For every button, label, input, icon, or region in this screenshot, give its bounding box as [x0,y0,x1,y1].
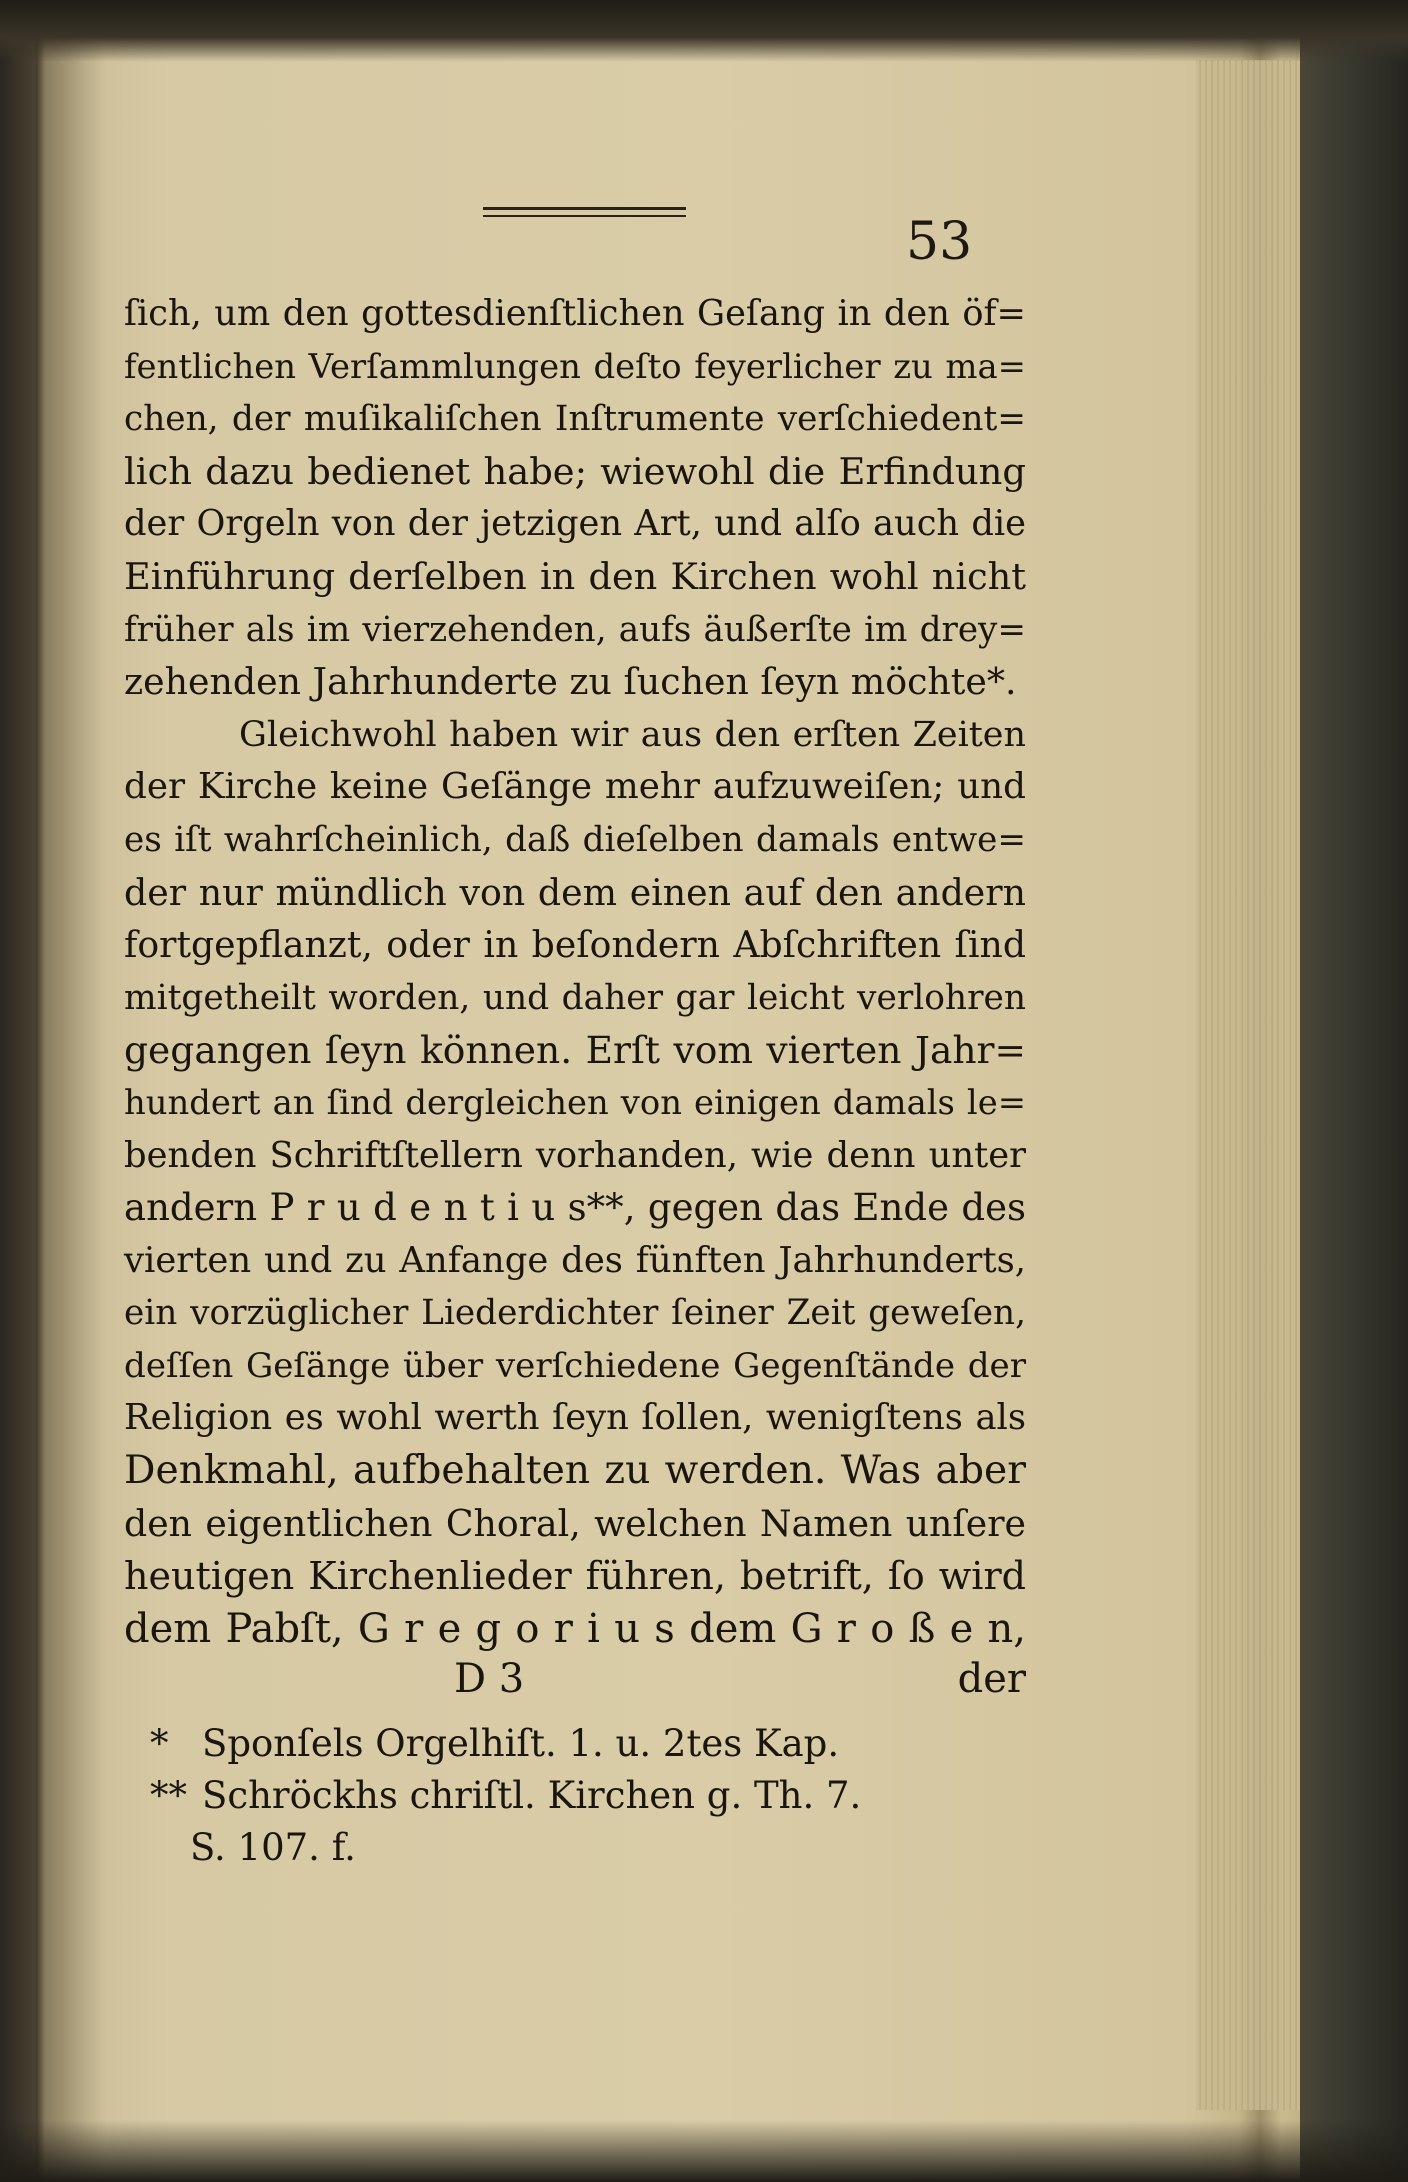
text-line: mitgetheilt worden, und daher gar leicht verlohren [124,977,1026,1018]
page-edges [1196,60,1306,2110]
header-rule [483,207,686,217]
book-spine [0,0,36,2182]
text-line: der Kirche keine Geſänge mehr aufzuweiſen; und [124,766,1026,808]
text-line: heutigen Kirchenlieder führen, betrift, ſo wird [124,1554,1026,1599]
text-line: deſſen Geſänge über verſchiedene Gegenſtände der [124,1345,1026,1386]
text-line: benden Schriftſtellern vorhanden, wie denn unter [124,1134,1026,1176]
text-line: den eigentlichen Choral, welchen Namen unſere [124,1501,1026,1545]
text-line: chen, der muſikaliſchen Inſtrumente verſchiedent= [124,399,1026,440]
text-line: fortgepflanzt, oder in beſondern Abſchriften ſind [124,923,1026,967]
text-line: zehenden Jahrhunderte zu ſuchen ſeyn möchte*. [124,660,1017,704]
text-line: gegangen ſeyn können. Erſt vom vierten Jahr= [124,1028,1026,1073]
footnote-mark: ** [150,1774,187,1817]
cover-edge [1300,0,1408,2182]
gutter-shadow [36,0,106,2182]
text-line: der Orgeln von der jetzigen Art, und alſo auch die [124,503,1026,545]
page-number: 53 [906,212,973,272]
paragraph-2 [124,709,1026,1656]
text-line: Religion es wohl werth ſeyn ſollen, wenigſtens als [124,1397,1026,1439]
signature-mark: D 3 [454,1656,525,1702]
text-line: ein vorzüglicher Liederdichter ſeiner Zeit geweſen, [124,1293,1026,1334]
top-shadow [0,0,1408,62]
footnote-text: S. 107. f. [190,1826,356,1869]
text-line: dem Pabſt, G r e g o r i u s dem G r o ß e n, [124,1605,1026,1652]
footnote-text: Sponſels Orgelhiſt. 1. u. 2tes Kap. [202,1722,840,1765]
text-line: lich dazu bedienet habe; wiewohl die Erfindung [124,449,1026,493]
text-line: fentlichen Verſammlungen deſto feyerlicher zu ma= [124,346,1026,386]
footnote-text: Schröckhs chriſtl. Kirchen g. Th. 7. [202,1774,862,1817]
footnote [150,1718,970,1770]
text-line: hundert an ſind dergleichen von einigen damals le= [124,1082,1026,1122]
body-text [124,288,1026,1655]
footnote-continuation [150,1822,970,1874]
footnote [150,1770,970,1822]
text-line: Denkmahl, aufbehalten zu werden. Was aber [124,1448,1026,1494]
text-line: Einführung derſelben in den Kirchen wohl nicht [124,554,1026,598]
footnotes [150,1718,970,1874]
text-line: der nur mündlich von dem einen auf den andern [124,870,1026,914]
text-line: andern P r u d e n t i u s**, gegen das Ende des [124,1186,1026,1230]
paragraph-1 [124,288,1026,709]
footnote-mark: * [150,1722,169,1765]
catchword: der [957,1656,1026,1702]
text-line: es iſt wahrſcheinlich, daß dieſelben damals entwe= [124,819,1026,860]
text-line: früher als im vierzehenden, aufs äußerſte im drey= [124,609,1026,650]
text-line: Gleichwohl haben wir aus den erſten Zeiten [239,714,1026,755]
signature-line [124,1656,1026,1708]
bottom-shadow [0,2120,1408,2182]
text-line: ſich, um den gottesdienſtlichen Geſang in den öf= [124,293,1026,334]
text-line: vierten und zu Anfange des fünften Jahrhunderts, [124,1239,1026,1281]
